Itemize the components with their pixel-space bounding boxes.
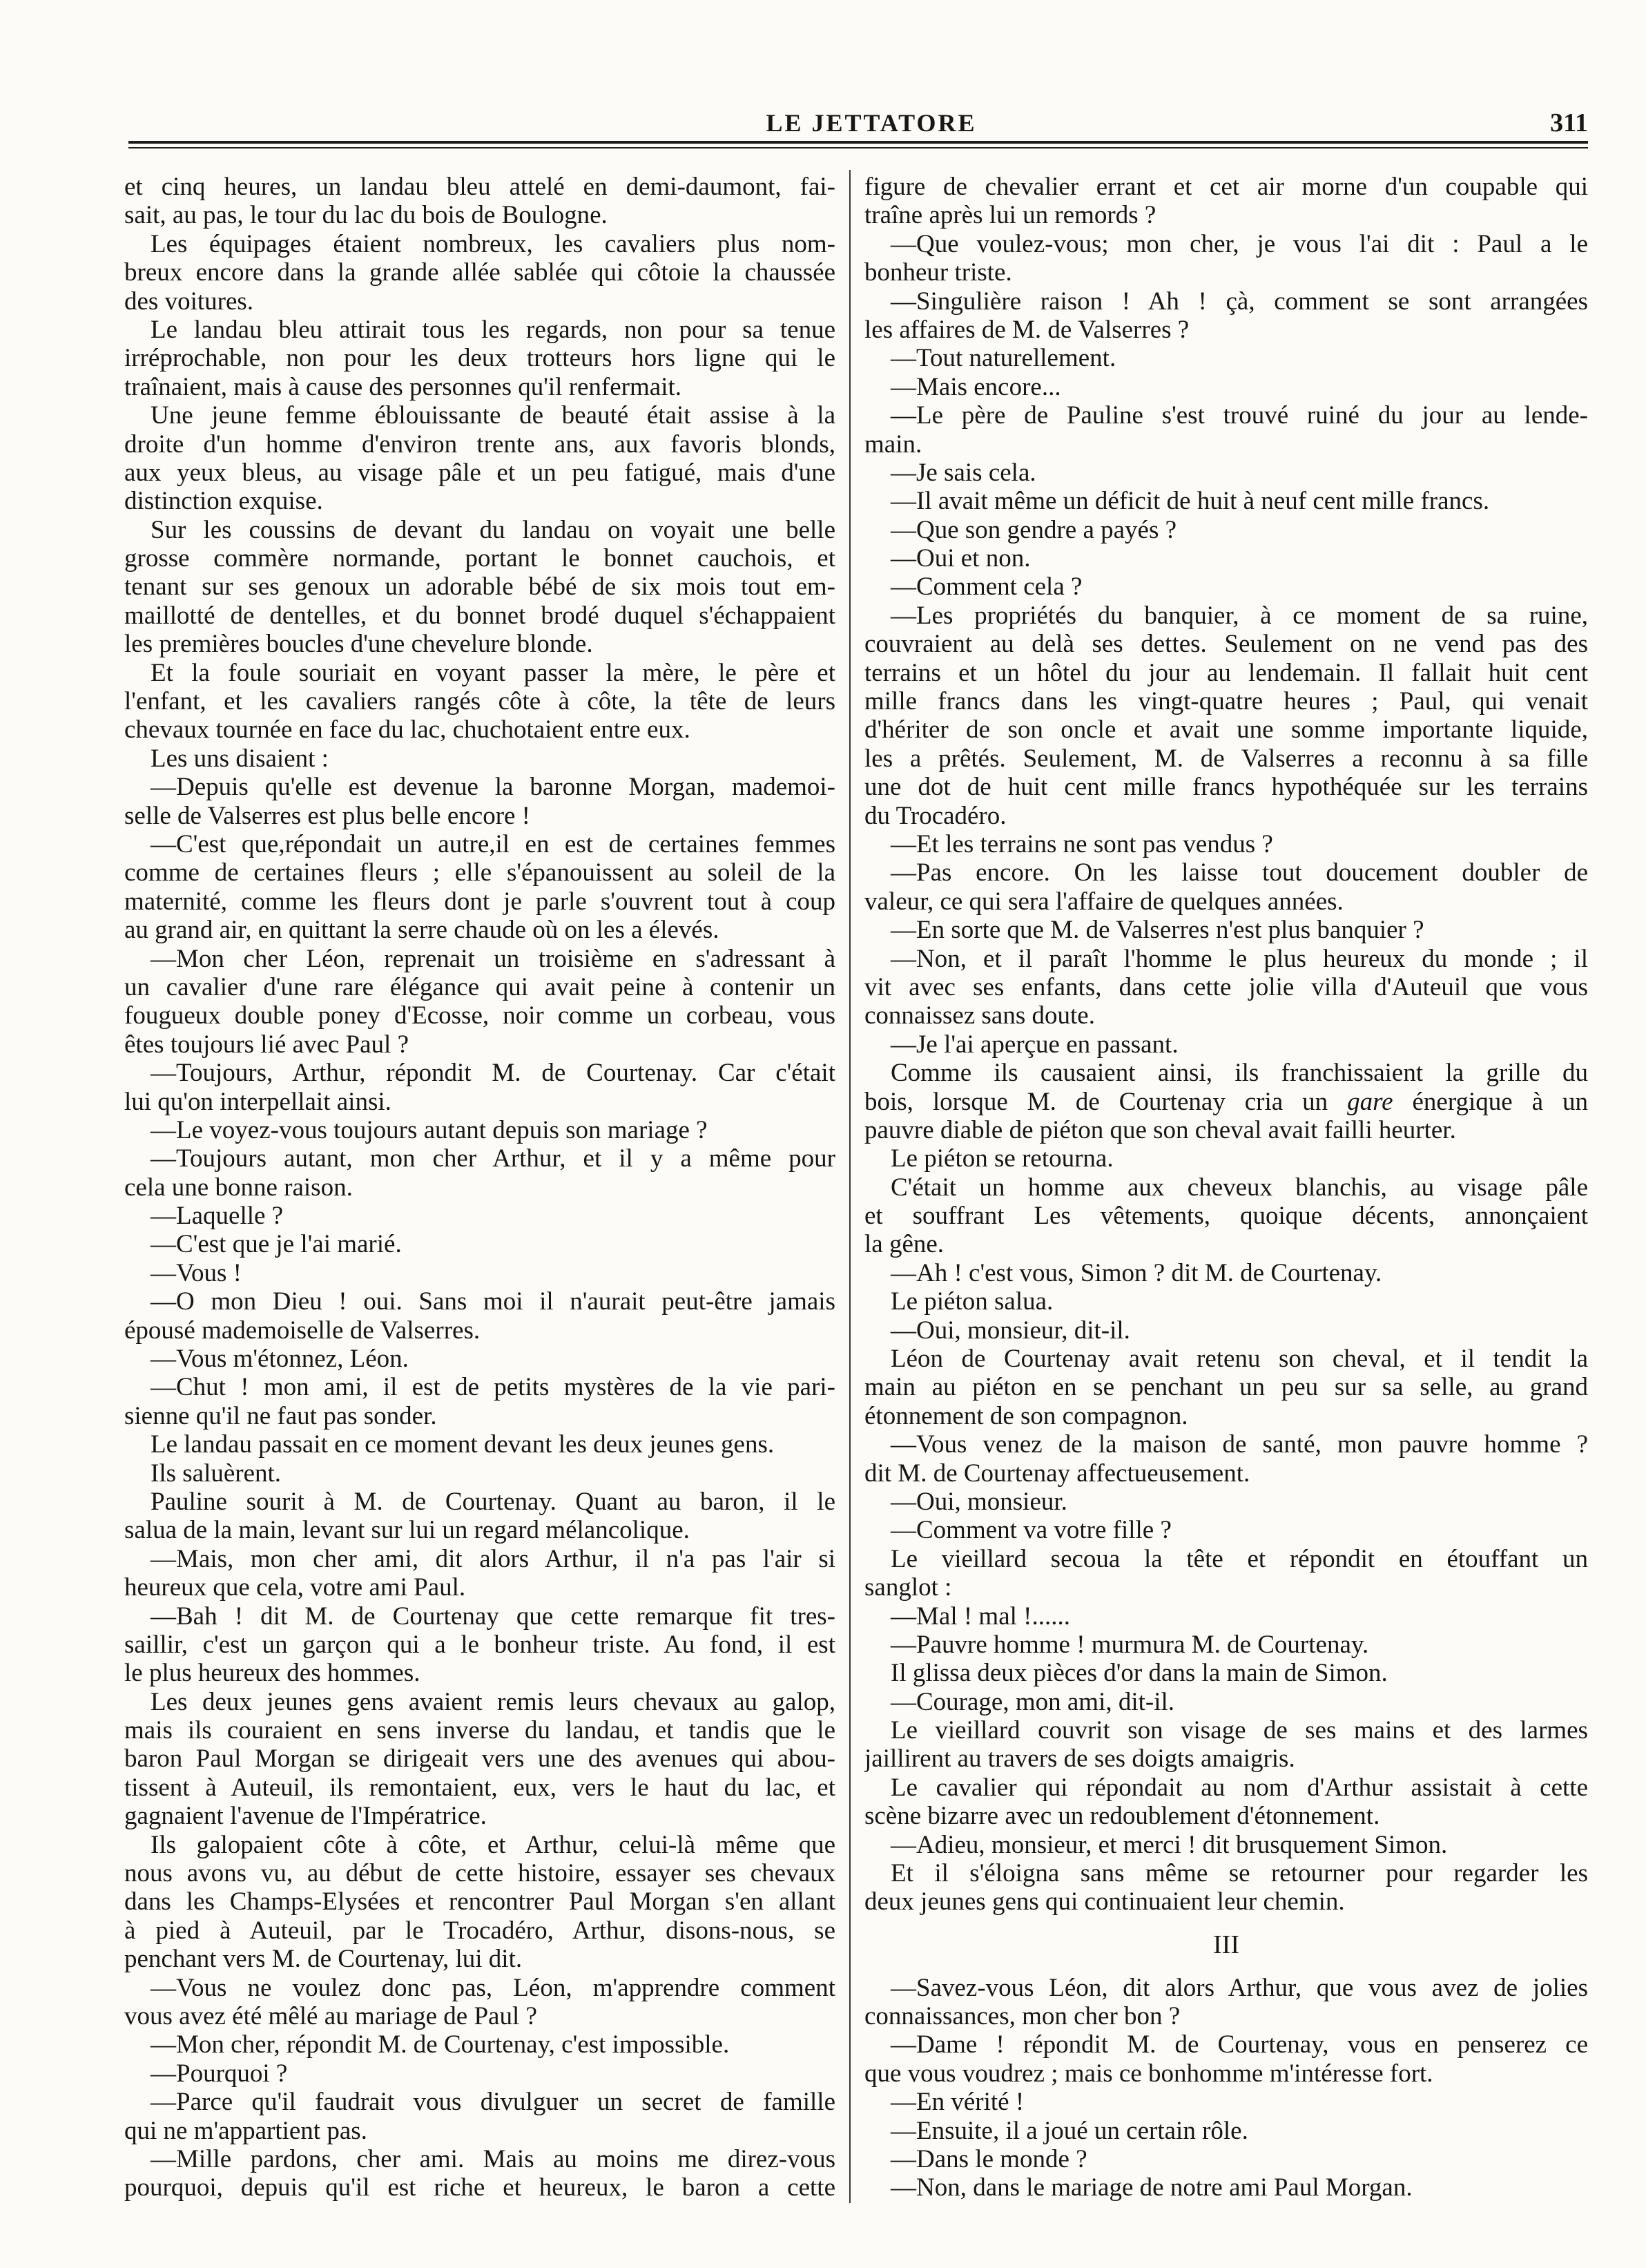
text-line: lui qu'on interpellait ainsi. — [124, 1087, 391, 1116]
text-line: Sur les coussins de devant du landau on voyait une belle — [151, 515, 835, 544]
paragraph — [864, 830, 1588, 858]
header-rule-thick — [128, 141, 1588, 144]
text-line: sanglot : — [864, 1573, 952, 1602]
paragraph — [864, 1831, 1588, 1859]
text-line: mille francs dans les vingt-quatre heures ; Paul, qui venait — [864, 687, 1588, 716]
text-line: vous avez été mêlé au mariage de Paul ? — [124, 2002, 537, 2030]
text-line: —Parce qu'il faudrait vous divulguer un secret de famille — [151, 2088, 835, 2117]
paragraph — [864, 344, 1588, 372]
text-line: Ils galopaient côte à côte, et Arthur, celui-là même que — [151, 1830, 835, 1859]
paragraph — [864, 544, 1588, 573]
header-rule — [128, 141, 1588, 151]
text-line: gagnaient l'avenue de l'Impératrice. — [124, 1802, 487, 1831]
text-line: couvraient au delà ses dettes. Seulement on ne vend pas des — [864, 630, 1588, 659]
text-line: étonnement de son compagnon. — [864, 1401, 1188, 1430]
text-line: mais ils couraient en sens inverse du landau, et tandis que le — [124, 1716, 835, 1745]
paragraph — [864, 573, 1588, 601]
text-line: baron Paul Morgan se dirigeait vers une des avenues qui abou- — [124, 1745, 835, 1774]
paragraph — [124, 1430, 835, 1459]
text-line: Le cavalier qui répondait au nom d'Arthur assistait à cette — [891, 1773, 1588, 1802]
paragraph — [124, 2088, 835, 2145]
text-line: traînaient, mais à cause des personnes qu'il renfermait. — [124, 372, 682, 401]
paragraph — [864, 516, 1588, 544]
text-line: Le piéton se retourna. — [891, 1144, 1114, 1173]
text-line: terrains et un hôtel du jour au lendemain. Il fallait huit cent — [864, 658, 1588, 687]
text-line: —Le voyez-vous toujours autant depuis son mariage ? — [151, 1115, 708, 1144]
text-line: —Savez-vous Léon, dit alors Arthur, que vous avez de jolies — [891, 1973, 1588, 2002]
paragraph — [124, 830, 835, 945]
text-line: sienne qu'il ne faut pas sonder. — [124, 1401, 437, 1430]
paragraph — [124, 1373, 835, 1430]
text-line: la gêne. — [864, 1230, 945, 1259]
text-line: le plus heureux des hommes. — [124, 1659, 420, 1688]
text-line: —En vérité ! — [891, 2088, 1025, 2117]
running-title: LE JETTATORE — [766, 109, 977, 137]
text-line: —C'est que je l'ai marié. — [151, 1230, 402, 1259]
paragraph — [124, 1116, 835, 1144]
text-line: —Vous ! — [151, 1258, 242, 1287]
paragraph — [864, 1631, 1588, 1659]
text-line: Comme ils causaient ainsi, ils franchissaient la grille du — [891, 1059, 1588, 1088]
paragraph — [864, 1030, 1588, 1059]
paragraph — [864, 2088, 1588, 2116]
section-heading: III — [1213, 1930, 1239, 1959]
text-line: —Oui, monsieur, dit-il. — [891, 1316, 1130, 1345]
text-line: Les deux jeunes gens avaient remis leurs chevaux au galop, — [151, 1687, 835, 1716]
text-line: dans les Champs-Elysées et rencontrer Paul Morgan s'en allant — [124, 1887, 835, 1916]
paragraph — [864, 1688, 1588, 1716]
text-line: —O mon Dieu ! oui. Sans moi il n'aurait peut-être jamais — [151, 1287, 835, 1316]
paragraph — [864, 858, 1588, 916]
text-line: —Vous ne voulez donc pas, Léon, m'apprendre comment — [151, 1973, 835, 2002]
text-line: —Non, dans le mariage de notre ami Paul Morgan. — [891, 2173, 1413, 2202]
text-line: —Dans le monde ? — [891, 2144, 1087, 2173]
text-line: deux jeunes gens qui continuaient leur chemin. — [864, 1887, 1345, 1916]
paragraph — [124, 2145, 835, 2202]
paragraph — [124, 1202, 835, 1230]
text-line: Le landau passait en ce moment devant les deux jeunes gens. — [151, 1430, 775, 1459]
text-line: —Le père de Pauline s'est trouvé ruiné du jour au lende- — [891, 401, 1588, 430]
paragraph — [864, 401, 1588, 459]
header-rule-thin — [128, 147, 1588, 148]
text-line: fougueux double poney d'Ecosse, noir comme un corbeau, vous — [124, 1001, 835, 1030]
text-line: —Mon cher, répondit M. de Courtenay, c'est impossible. — [151, 2030, 730, 2059]
text-line: —Et les terrains ne sont pas vendus ? — [891, 829, 1273, 858]
text-line: —Chut ! mon ami, il est de petits mystères de la vie pari- — [151, 1373, 835, 1402]
text-line: —Pauvre homme ! murmura M. de Courtenay. — [891, 1630, 1369, 1659]
text-line: que vous voudrez ; mais ce bonhomme m'intéresse fort. — [864, 2059, 1433, 2088]
paragraph — [864, 2030, 1588, 2088]
text-line: —Dame ! répondit M. de Courtenay, vous en penserez ce — [891, 2030, 1588, 2059]
text-line: —Comment va votre fille ? — [891, 1516, 1172, 1545]
paragraph — [124, 773, 835, 830]
text-line: —Que son gendre a payés ? — [891, 515, 1177, 544]
text-line: êtes toujours lié avec Paul ? — [124, 1030, 409, 1059]
paragraph — [124, 1345, 835, 1373]
paragraph — [124, 1059, 835, 1116]
italic-text: gare — [1347, 1087, 1393, 1116]
text-line: l'enfant, et les cavaliers rangés côte à côte, la tête de leurs — [124, 687, 835, 716]
paragraph — [864, 1974, 1588, 2031]
paragraph — [864, 1430, 1588, 1488]
text-line: —Mais, mon cher ami, dit alors Arthur, il n'a pas l'air si — [151, 1544, 835, 1573]
text-line: heureux que cela, votre ami Paul. — [124, 1573, 466, 1602]
paragraph — [124, 1259, 835, 1287]
paragraph — [864, 373, 1588, 401]
paragraph — [124, 1459, 835, 1488]
text-line: traîne après lui un remords ? — [864, 201, 1156, 230]
text-segment: bois, lorsque M. de Courtenay cria un — [864, 1087, 1348, 1116]
paragraph — [864, 1488, 1588, 1516]
text-line: Le piéton salua. — [891, 1287, 1054, 1316]
paragraph — [864, 230, 1588, 287]
column-left — [124, 173, 835, 2202]
text-line: main. — [864, 430, 922, 459]
text-line: les premières boucles d'une chevelure blonde. — [124, 630, 593, 659]
text-line: saillir, c'est un garçon qui a le bonheur triste. Au fond, il est — [124, 1630, 835, 1659]
text-line: main au piéton en se penchant un peu sur sa selle, au grand — [864, 1373, 1588, 1402]
paragraph — [124, 744, 835, 773]
text-line: Léon de Courtenay avait retenu son cheval, et il tendit la — [891, 1345, 1588, 1374]
paragraph — [124, 1688, 835, 1831]
text-line: penchant vers M. de Courtenay, lui dit. — [124, 1945, 523, 1974]
text-line: les a prêtés. Seulement, M. de Valserres a reconnu à sa fille — [864, 744, 1588, 773]
text-line: —C'est que,répondait un autre,il en est de certaines femmes — [151, 829, 835, 858]
column-divider — [849, 170, 851, 2203]
paragraph — [124, 1974, 835, 2031]
text-line: tissent à Auteuil, ils remontaient, eux, vers le haut du lac, et — [124, 1773, 835, 1802]
text-line: —Ensuite, il a joué un certain rôle. — [891, 2116, 1248, 2145]
text-line: —Mal ! mal !...... — [891, 1602, 1070, 1631]
text-line: cela une bonne raison. — [124, 1173, 353, 1202]
paragraph — [124, 1144, 835, 1202]
paragraph — [124, 173, 835, 230]
text-line: au grand air, en quittant la serre chaude où on les a élevés. — [124, 916, 719, 945]
text-line: —Vous venez de la maison de santé, mon pauvre homme ? — [891, 1430, 1588, 1459]
text-line: dit M. de Courtenay affectueusement. — [864, 1459, 1250, 1488]
text-line: —Non, et il paraît l'homme le plus heureux du monde ; il — [891, 944, 1588, 973]
text-line: chevaux tournée en face du lac, chuchotaient entre eux. — [124, 715, 690, 744]
text-line: —Toujours autant, mon cher Arthur, et il y a même pour — [151, 1144, 835, 1173]
text-line: comme de certaines fleurs ; elle s'épanouissent au soleil de la — [124, 858, 835, 887]
paragraph — [864, 1059, 1588, 1144]
text-line: —Singulière raison ! Ah ! çà, comment se sont arrangées — [891, 287, 1588, 316]
text-line: —Je l'ai aperçue en passant. — [891, 1030, 1179, 1059]
text-line: —Oui, monsieur. — [891, 1487, 1067, 1516]
text-line: —Comment cela ? — [891, 573, 1083, 602]
text-line: —Ah ! c'est vous, Simon ? dit M. de Courtenay. — [891, 1258, 1382, 1287]
paragraph — [864, 1602, 1588, 1631]
paragraph — [124, 2030, 835, 2059]
text-line: jaillirent au travers de ses doigts amaigris. — [864, 1745, 1295, 1774]
paragraph — [864, 916, 1588, 944]
text-line: valeur, ce qui sera l'affaire de quelques années. — [864, 887, 1344, 916]
text-line: Le vieillard secoua la tête et répondit en étouffant un — [891, 1544, 1588, 1573]
paragraph — [864, 1859, 1588, 1916]
text-line: Une jeune femme éblouissante de beauté était assise à la — [151, 401, 835, 430]
text-line: Et la foule souriait en voyant passer la mère, le père et — [151, 658, 835, 687]
text-line: et souffrant Les vêtements, quoique décents, annonçaient — [864, 1202, 1588, 1231]
text-line: breux encore dans la grande allée sablée qui côtoie la chaussée — [124, 258, 835, 287]
text-line: un cavalier d'une rare élégance qui avait peine à contenir un — [124, 972, 835, 1001]
text-line: qui ne m'appartient pas. — [124, 2116, 367, 2145]
text-line: —Mon cher Léon, reprenait un troisième en s'adressant à — [151, 944, 835, 973]
text-line: grosse commère normande, portant le bonnet cauchois, et — [124, 544, 835, 573]
text-line: Ils saluèrent. — [151, 1459, 282, 1488]
paragraph — [124, 1230, 835, 1258]
text-line: maillotté de dentelles, et du bonnet brodé duquel s'échappaient — [124, 601, 835, 630]
text-line: Et il s'éloigna sans même se retourner pour regarder les — [891, 1859, 1588, 1888]
text-line: d'hériter de son oncle et avait une somme importante liquide, — [864, 715, 1588, 744]
text-line: figure de chevalier errant et cet air morne d'un coupable qui — [864, 173, 1588, 201]
text-line: connaissez sans doute. — [864, 1001, 1095, 1030]
text-line: —Oui et non. — [891, 544, 1031, 573]
text-line: Pauline sourit à M. de Courtenay. Quant au baron, il le — [151, 1487, 835, 1516]
paragraph — [124, 659, 835, 744]
text-line: scène bizarre avec un redoublement d'étonnement. — [864, 1802, 1380, 1831]
paragraph — [864, 487, 1588, 515]
paragraph — [124, 1545, 835, 1602]
paragraph — [864, 1144, 1588, 1173]
column-right — [864, 173, 1588, 2202]
paragraph — [864, 1287, 1588, 1316]
text-line: —Toujours, Arthur, répondit M. de Courtenay. Car c'était — [151, 1059, 835, 1088]
paragraph — [124, 1602, 835, 1688]
paragraph — [124, 516, 835, 659]
text-line: tenant sur ses genoux un adorable bébé de six mois tout em- — [124, 573, 835, 602]
text-line: —Vous m'étonnez, Léon. — [151, 1345, 409, 1374]
text-line: pauvre diable de piéton que son cheval avait failli heurter. — [864, 1115, 1456, 1144]
paragraph — [864, 459, 1588, 487]
text-line: les affaires de M. de Valserres ? — [864, 315, 1190, 344]
text-line: nous avons vu, au début de cette histoire, essayer ses chevaux — [124, 1859, 835, 1888]
text-line: —Adieu, monsieur, et merci ! dit brusquement Simon. — [891, 1830, 1448, 1859]
text-line: —Laquelle ? — [151, 1202, 284, 1231]
paragraph — [864, 1659, 1588, 1687]
text-line: —Mais encore... — [891, 372, 1061, 401]
paragraph — [864, 1516, 1588, 1544]
paragraph — [124, 230, 835, 316]
text-line: pourquoi, depuis qu'il est riche et heureux, le baron a cette — [124, 2173, 835, 2202]
text-line: épousé mademoiselle de Valserres. — [124, 1316, 481, 1345]
text-line: —Bah ! dit M. de Courtenay que cette remarque fit tres- — [151, 1602, 835, 1631]
text-line: bonheur triste. — [864, 258, 1012, 287]
text-line: Les uns disaient : — [151, 744, 329, 773]
paragraph — [124, 401, 835, 516]
text-line: à pied à Auteuil, par le Trocadéro, Arthur, disons-nous, se — [124, 1916, 835, 1945]
paragraph — [124, 1287, 835, 1345]
text-line: Le vieillard couvrit son visage de ses mains et des larmes — [891, 1716, 1588, 1745]
text-line: —Courage, mon ami, dit-il. — [891, 1687, 1175, 1716]
text-line: connaissances, mon cher bon ? — [864, 2002, 1181, 2031]
text-line: —Que voulez-vous; mon cher, je vous l'ai dit : Paul a le — [891, 229, 1588, 258]
text-line: selle de Valserres est plus belle encore ! — [124, 801, 531, 830]
paragraph — [864, 2173, 1588, 2202]
text-segment: énergique à un — [1393, 1087, 1588, 1116]
text-line: des voitures. — [124, 287, 254, 316]
paragraph — [864, 1259, 1588, 1287]
text-line: Il glissa deux pièces d'or dans la main de Simon. — [891, 1659, 1388, 1688]
text-line: distinction exquise. — [124, 487, 323, 516]
paragraph — [124, 1488, 835, 1545]
text-line: salua de la main, levant sur lui un regard mélancolique. — [124, 1516, 690, 1545]
text-line: —En sorte que M. de Valserres n'est plus banquier ? — [891, 916, 1424, 945]
text-line: vit avec ses enfants, dans cette jolie villa d'Auteuil que vous — [864, 972, 1588, 1001]
text-line: irréprochable, non pour les deux trotteurs hors ligne qui le — [124, 344, 835, 373]
text-line — [864, 1088, 1588, 1116]
text-line: —Les propriétés du banquier, à ce moment de sa ruine, — [891, 601, 1588, 630]
text-line: —Depuis qu'elle est devenue la baronne Morgan, mademoi- — [151, 773, 835, 802]
paragraph — [124, 945, 835, 1059]
text-line: C'était un homme aux cheveux blanchis, au visage pâle — [891, 1173, 1588, 1202]
paragraph — [864, 1345, 1588, 1430]
text-line: —Tout naturellement. — [891, 344, 1116, 373]
paragraph — [864, 1545, 1588, 1602]
text-line: du Trocadéro. — [864, 801, 1007, 830]
paragraph — [124, 1831, 835, 1974]
paragraph — [864, 945, 1588, 1030]
text-line: et cinq heures, un landau bleu attelé en demi-daumont, fai- — [124, 173, 835, 201]
paragraph — [864, 1173, 1588, 1259]
text-line: —Pourquoi ? — [151, 2059, 288, 2088]
text-line: —Il avait même un déficit de huit à neuf cent mille francs. — [891, 487, 1490, 516]
paragraph — [864, 1774, 1588, 1831]
text-line: droite d'un homme d'environ trente ans, aux favoris blonds, — [124, 430, 835, 459]
text-line: —Je sais cela. — [891, 458, 1036, 487]
text-line: —Pas encore. On les laisse tout doucement doubler de — [891, 858, 1588, 887]
paragraph — [124, 2059, 835, 2088]
text-line: Les équipages étaient nombreux, les cavaliers plus nom- — [151, 229, 835, 258]
text-line: aux yeux bleus, au visage pâle et un peu fatigué, mais d'une — [124, 458, 835, 487]
text-line: —Mille pardons, cher ami. Mais au moins me direz-vous — [151, 2144, 835, 2173]
page-number: 311 — [1550, 108, 1588, 137]
paragraph — [864, 287, 1588, 345]
paragraph — [864, 2145, 1588, 2173]
text-line: Le landau bleu attirait tous les regards, non pour sa tenue — [151, 315, 835, 344]
paragraph — [864, 2117, 1588, 2145]
text-line: maternité, comme les fleurs dont je parle s'ouvrent tout à coup — [124, 887, 835, 916]
paragraph — [864, 173, 1588, 230]
paragraph — [864, 602, 1588, 830]
paragraph — [124, 316, 835, 401]
text-line: sait, au pas, le tour du lac du bois de Boulogne. — [124, 201, 608, 230]
paragraph — [864, 1316, 1588, 1345]
paragraph — [864, 1716, 1588, 1774]
text-line: une dot de huit cent mille francs hypothéquée sur les terrains — [864, 773, 1588, 802]
